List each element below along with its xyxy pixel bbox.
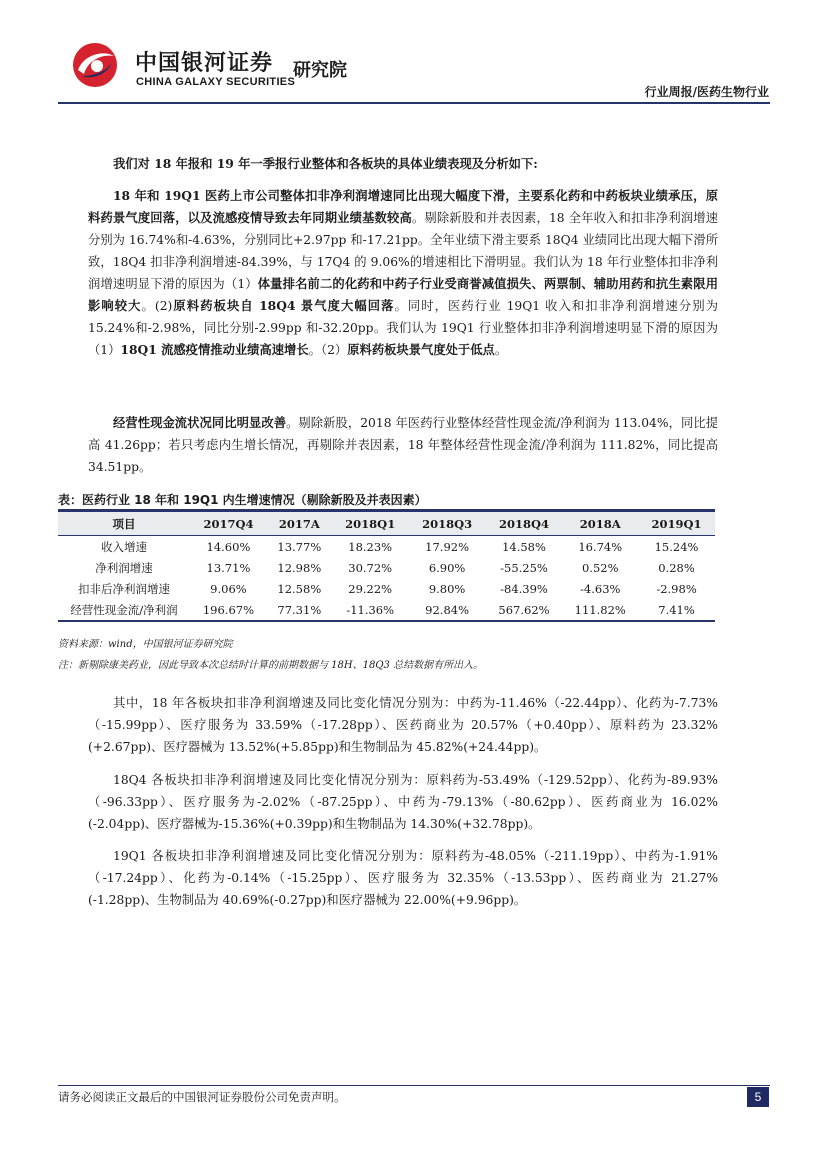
bold-text: 原料药板块自 18Q4 景气度大幅回落 bbox=[172, 298, 395, 313]
cashflow-paragraph bbox=[88, 412, 718, 478]
footer-disclaimer: 请务必阅读正文最后的中国银河证券股份公司免责声明。 bbox=[58, 1090, 346, 1104]
intro-paragraph bbox=[88, 153, 718, 175]
document-type: 行业周报/医药生物行业 bbox=[644, 85, 769, 99]
table-source-notes bbox=[58, 634, 483, 676]
segment-2018-paragraph bbox=[88, 692, 718, 758]
bold-text: 体量排名前二的化药和中药子行业受商誉减值损失、两票制、辅助用药和抗生素限用影响较大 bbox=[88, 276, 718, 313]
table-cell: 12.98% bbox=[277, 560, 322, 575]
table-row bbox=[58, 599, 715, 621]
bold-text: 18 年和 19Q1 医药上市公司整体扣非净利润增速同比出现大幅度下滑，主要系化药和中药板块业绩承压，原料药景气度回落，以及流感疫情导致去年同期业绩基数较高 bbox=[88, 188, 718, 225]
body-text: 。 bbox=[494, 343, 508, 357]
table-cell: 0.28% bbox=[658, 560, 695, 575]
table-cell: 29.22% bbox=[348, 581, 393, 596]
table-cell: 77.31% bbox=[267, 599, 332, 621]
table-cell: 92.84% bbox=[409, 599, 486, 621]
table-cell: 9.06% bbox=[210, 581, 247, 596]
table-title: 表：医药行业 18 年和 19Q1 内生增速情况（剔除新股及并表因素） bbox=[58, 493, 427, 507]
segment-19q1-paragraph bbox=[88, 845, 718, 911]
galaxy-logo-icon bbox=[70, 40, 120, 90]
body-text: 其中，18 年各板块扣非净利润增速及同比变化情况分别为：中药为-11.46%（-22.44pp）、化药为-7.73%（-15.99pp）、医疗服务为 33.59%（-17.28pp）、医药商业为 20.57%（+0.40pp）、原料药为 23.32%(+2.67pp)、医疗器械为 13.52%(+5.85pp)和生物制品为 45.82%(+24.44pp)。 bbox=[88, 696, 718, 754]
table-header-cell: 2018Q4 bbox=[486, 511, 563, 536]
table-cell: 196.67% bbox=[190, 599, 267, 621]
table-header-cell: 2018Q3 bbox=[409, 511, 486, 536]
table-cell: 9.80% bbox=[428, 581, 466, 596]
table-cell: 14.58% bbox=[502, 539, 546, 554]
table-cell: 13.77% bbox=[277, 539, 322, 554]
page-header bbox=[0, 0, 827, 105]
table-cell: 567.62% bbox=[486, 599, 563, 621]
body-text: 19Q1 各板块扣非净利润增速及同比变化情况分别为：原料药为-48.05%（-211.19pp）、中药为-1.91%（-17.24pp）、化药为-0.14%（-15.25pp）、医疗服务为 32.35%（-13.53pp）、医药商业为 21.27%(-1.28pp)、生物制品为 40.69%(-0.27pp)和医疗器械为 22.00%(+9.96pp)。 bbox=[88, 849, 718, 907]
body-text: 。(2) bbox=[141, 299, 173, 313]
table-cell: 14.60% bbox=[206, 539, 251, 554]
table-cell: 经营性现金流/净利润 bbox=[58, 599, 190, 621]
table-cell: -84.39% bbox=[500, 581, 548, 596]
table-cell: 0.52% bbox=[581, 560, 619, 575]
logo-chinese-name: 中国银河证券 bbox=[135, 51, 274, 76]
table-header-cell: 2019Q1 bbox=[638, 511, 715, 536]
table-cell: 6.90% bbox=[428, 560, 466, 575]
table-header-row bbox=[58, 511, 715, 536]
table-header-cell: 2018A bbox=[562, 511, 638, 536]
table-source: 资料来源：wind，中国银河证券研究院 bbox=[58, 639, 233, 650]
body-text: 。（2） bbox=[308, 343, 348, 357]
table-cell: 净利润增速 bbox=[95, 560, 153, 575]
growth-table bbox=[58, 509, 715, 622]
table-cell: 30.72% bbox=[348, 560, 393, 575]
table-row bbox=[58, 578, 715, 599]
logo-english-name: CHINA GALAXY SECURITIES bbox=[136, 76, 296, 88]
body-text: 。同时，医药行业 19Q1 收入和扣非净利润增速分别为 15.24%和-2.98%，同比分别-2.99pp 和-32.20pp。我们认为 19Q1 行业整体扣非净利润增速明显下滑的原因为（1） bbox=[88, 299, 718, 357]
table-cell: -11.36% bbox=[332, 599, 409, 621]
table-cell: 15.24% bbox=[654, 539, 699, 554]
performance-paragraph bbox=[88, 185, 718, 361]
table-header-cell: 项目 bbox=[58, 511, 190, 536]
table-row bbox=[58, 557, 715, 578]
table-cell: 扣非后净利润增速 bbox=[78, 581, 170, 596]
table-cell: 17.92% bbox=[425, 539, 470, 554]
table-cell: 13.71% bbox=[206, 560, 251, 575]
table-row bbox=[58, 536, 715, 558]
table-cell: -4.63% bbox=[580, 581, 621, 596]
bold-text: 原料药板块景气度处于低点 bbox=[347, 342, 495, 357]
bold-text: 18Q1 流感疫情推动业绩高速增长 bbox=[120, 342, 309, 357]
segment-18q4-paragraph bbox=[88, 769, 718, 835]
table-cell: 111.82% bbox=[562, 599, 638, 621]
table-cell: 18.23% bbox=[348, 539, 393, 554]
table-cell: 收入增速 bbox=[101, 539, 147, 554]
body-text: 18Q4 各板块扣非净利润增速及同比变化情况分别为：原料药为-53.49%（-129.52pp）、化药为-89.93%（-96.33pp）、医疗服务为-2.02%（-87.25pp）、中药为-79.13%（-80.62pp）、医药商业为 16.02%(-2.04pp)、医疗器械为-15.36%(+0.39pp)和生物制品为 14.30%(+32.78pp)。 bbox=[88, 773, 718, 831]
bold-text: 经营性现金流状况同比明显改善 bbox=[113, 415, 287, 430]
body-text: 。剔除新股，2018 年医药行业整体经营性现金流/净利润为 113.04%，同比提高 41.26pp；若只考虑内生增长情况，再剔除并表因素，18 年整体经营性现金流/净利润为 111.82%，同比提高 34.51pp。 bbox=[88, 416, 718, 474]
table-cell: 12.58% bbox=[277, 581, 322, 596]
header-divider bbox=[58, 102, 770, 104]
table-cell: -2.98% bbox=[656, 581, 697, 596]
table-header-cell: 2017A bbox=[267, 511, 332, 536]
footer-divider bbox=[58, 1085, 770, 1086]
page-number: 5 bbox=[747, 1087, 769, 1107]
table-cell: -55.25% bbox=[500, 560, 548, 575]
table-header-cell: 2017Q4 bbox=[190, 511, 267, 536]
table-cell: 7.41% bbox=[638, 599, 715, 621]
table-note: 注：新剔除康美药业，因此导致本次总结时计算的前期数据与 18H、18Q3 总结数据有所出入。 bbox=[58, 660, 484, 671]
table-cell: 16.74% bbox=[578, 539, 623, 554]
institute-label: 研究院 bbox=[293, 60, 347, 81]
intro-text: 我们对 18 年报和 19 年一季报行业整体和各板块的具体业绩表现及分析如下: bbox=[113, 156, 538, 171]
body-text: 。剔除新股和并表因素，18 全年收入和扣非净利润增速分别为 16.74%和-4.63%，分别同比+2.97pp 和-17.21pp。全年业绩下滑主要系 18Q4 业绩同比出现大幅下滑所致，18Q4 扣非净利润增速-84.39%，与 17Q4 的 9.06%的增速相比下滑明显。我们认为 18 年行业整体扣非净利润增速明显下滑的原因为（1） bbox=[88, 211, 718, 291]
table-header-cell: 2018Q1 bbox=[332, 511, 409, 536]
